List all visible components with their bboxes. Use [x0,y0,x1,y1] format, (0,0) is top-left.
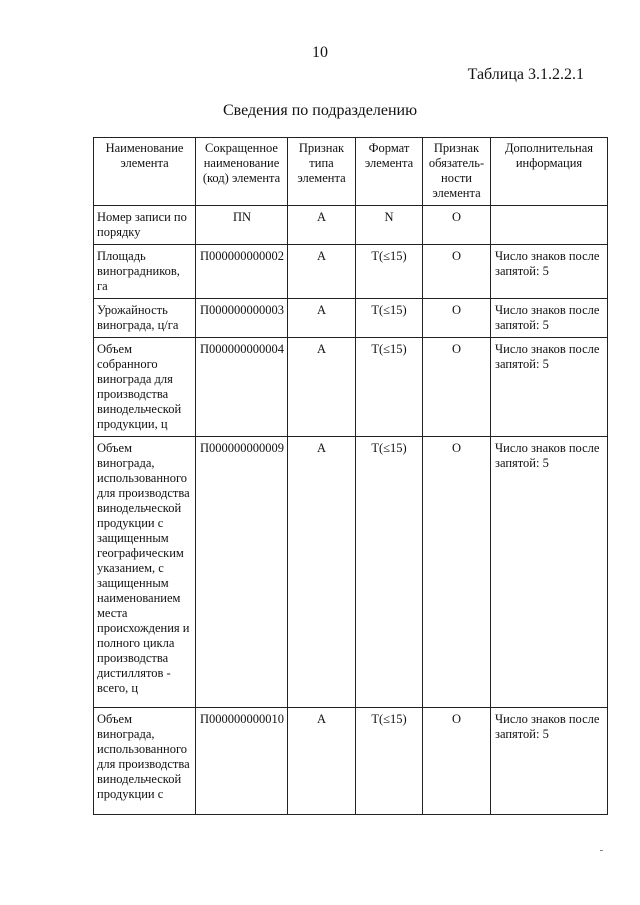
cell-required: О [423,437,491,708]
cell-type: А [288,299,356,338]
cell-info: Число знаков после запятой: 5 [491,245,608,299]
data-table [93,137,608,815]
cell-info: Число знаков после запятой: 5 [491,338,608,437]
header-element-required: Признак обязатель-ности элемента [423,138,491,206]
cell-format: Т(≤15) [356,338,423,437]
table-header-row [94,138,608,206]
cell-format: Т(≤15) [356,299,423,338]
cell-required: О [423,338,491,437]
cell-required: О [423,245,491,299]
cell-name: Номер записи по порядку [94,206,196,245]
table-row [94,338,608,437]
cell-code: ПN [196,206,288,245]
table-row [94,299,608,338]
cell-name: Урожайность винограда, ц/га [94,299,196,338]
cell-code: П000000000003 [196,299,288,338]
cell-format: Т(≤15) [356,708,423,815]
cell-info: Число знаков после запятой: 5 [491,437,608,708]
cell-format: Т(≤15) [356,437,423,708]
table-row [94,437,608,708]
cell-code: П000000000002 [196,245,288,299]
cell-format: Т(≤15) [356,245,423,299]
cell-required: О [423,299,491,338]
table-row [94,708,608,815]
cell-format: N [356,206,423,245]
header-element-format: Формат элемента [356,138,423,206]
table-label: Таблица 3.1.2.2.1 [467,66,584,83]
cell-info: Число знаков после запятой: 5 [491,708,608,815]
table-row [94,245,608,299]
cell-name: Объем винограда, использованного для производства винодельческой продукции с защищенным географическим указанием, с защищенным наименованием места происхождения и полного цикла производства дистиллятов - всего, ц [94,437,196,708]
cell-type: А [288,708,356,815]
cell-type: А [288,338,356,437]
cell-required: О [423,708,491,815]
cell-code: П000000000010 [196,708,288,815]
cell-name: Объем собранного винограда для производства винодельческой продукции, ц [94,338,196,437]
header-additional-info: Дополнительная информация [491,138,608,206]
cell-name: Площадь виноградников, га [94,245,196,299]
cell-info [491,206,608,245]
page-number: 10 [312,44,328,61]
cell-type: А [288,437,356,708]
cell-name: Объем винограда, использованного для производства винодельческой продукции с [94,708,196,815]
cell-required: О [423,206,491,245]
scan-speck [600,850,603,851]
cell-code: П000000000004 [196,338,288,437]
header-element-name: Наименование элемента [94,138,196,206]
table-row [94,206,608,245]
document-title: Сведения по подразделению [222,102,418,119]
cell-code: П000000000009 [196,437,288,708]
cell-type: А [288,206,356,245]
header-element-type: Признак типа элемента [288,138,356,206]
cell-type: А [288,245,356,299]
header-element-code: Сокращенное наименование (код) элемента [196,138,288,206]
cell-info: Число знаков после запятой: 5 [491,299,608,338]
